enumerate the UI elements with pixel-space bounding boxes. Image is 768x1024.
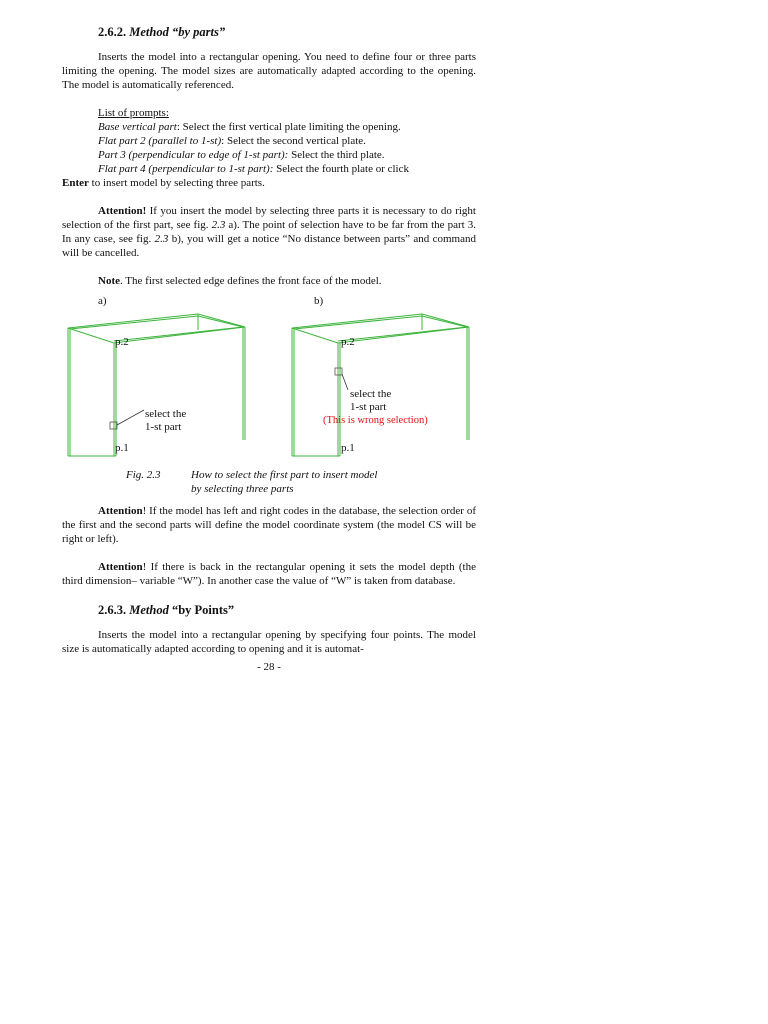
panel-b-p1-label: p.1 [341, 442, 355, 454]
section-number: 2.6.2. [98, 25, 127, 39]
panel-b-select-text-1: select the [350, 388, 392, 400]
prompts-heading: List of prompts: [98, 107, 169, 119]
section-number: 2.6.3. [98, 603, 127, 617]
section-heading-2-6-2 [98, 24, 476, 40]
attention-paragraph-2: Attention! If the model has left and right codes in the database, the selection order of the first and the second parts will define the model coordinate system (the model CS will be right or left). [62, 505, 476, 545]
figure-label-a: a) [98, 295, 107, 307]
note-paragraph: Note. The first selected edge defines the front face of the model. [98, 275, 382, 287]
attention-paragraph-1: Attention! If you insert the model by selecting three parts it is necessary to do right selection of the first part, see fig. 2.3 a). The point of selection have to be far from the part 3. In any case, see fig. 2.3 b), you will get a notice “No distance between parts” and command will be cancelled. [62, 205, 476, 259]
figure-panel-labels [62, 294, 476, 310]
panel-b-p2-label: p.2 [341, 336, 355, 348]
section-title-method: Method [129, 25, 169, 39]
section-title-by-parts: “by parts” [171, 25, 226, 39]
figure-caption [62, 468, 476, 498]
prompt-item: Flat part 2 (parallel to 1-st): Select the second vertical plate. [98, 135, 366, 147]
section-title-method: Method [129, 603, 169, 617]
prompt-enter-line: Enter to insert model by selecting three parts. [62, 177, 265, 189]
panel-a-frame [68, 314, 245, 456]
panel-b-frame [292, 314, 469, 456]
figure-label-b: b) [314, 295, 324, 307]
panel-b-select-text-2: 1-st part [350, 401, 387, 413]
panel-a-select-text-1: select the [145, 408, 187, 420]
figure-caption-label: Fig. 2.3 [126, 469, 161, 481]
attention-paragraph-3: Attention! If there is back in the rectangular opening it sets the model depth (the third dimension– variable “W”). In another case the value of “W” is taken from database. [62, 561, 476, 587]
prompt-item: Base vertical part: Select the first vertical plate limiting the opening. [98, 121, 401, 133]
panel-b-callout-line [342, 374, 348, 390]
panel-a-p1-label: p.1 [115, 442, 129, 454]
section-heading-2-6-3 [98, 602, 476, 618]
panel-a-p2-label: p.2 [115, 336, 129, 348]
intro-paragraph: Inserts the model into a rectangular opening. You need to define four or three parts limiting the opening. The model sizes are automatically adapted according to the opening. The model is automatically referenced. [62, 51, 476, 91]
prompt-item: Flat part 4 (perpendicular to 1-st part): Select the fourth plate or click [98, 163, 409, 175]
panel-b-wrong-selection: (This is wrong selection) [323, 415, 428, 426]
page-number: - 28 - [257, 661, 281, 673]
section2-intro-paragraph: Inserts the model into a rectangular opening by specifying four points. The model size is automatically adapted according to opening and it is automat- [62, 629, 476, 655]
prompts-list [98, 106, 476, 176]
figure-2-3 [62, 310, 476, 468]
panel-a-callout-line [117, 410, 144, 425]
document-page [62, 24, 476, 674]
figure-caption-text: How to select the first part to insert model by selecting three parts [191, 469, 378, 495]
panel-a-select-text-2: 1-st part [145, 421, 182, 433]
prompt-item: Part 3 (perpendicular to edge of 1-st part): Select the third plate. [98, 149, 385, 161]
section-title-by-points: “by Points” [168, 603, 235, 617]
figure-drawing [62, 310, 476, 468]
